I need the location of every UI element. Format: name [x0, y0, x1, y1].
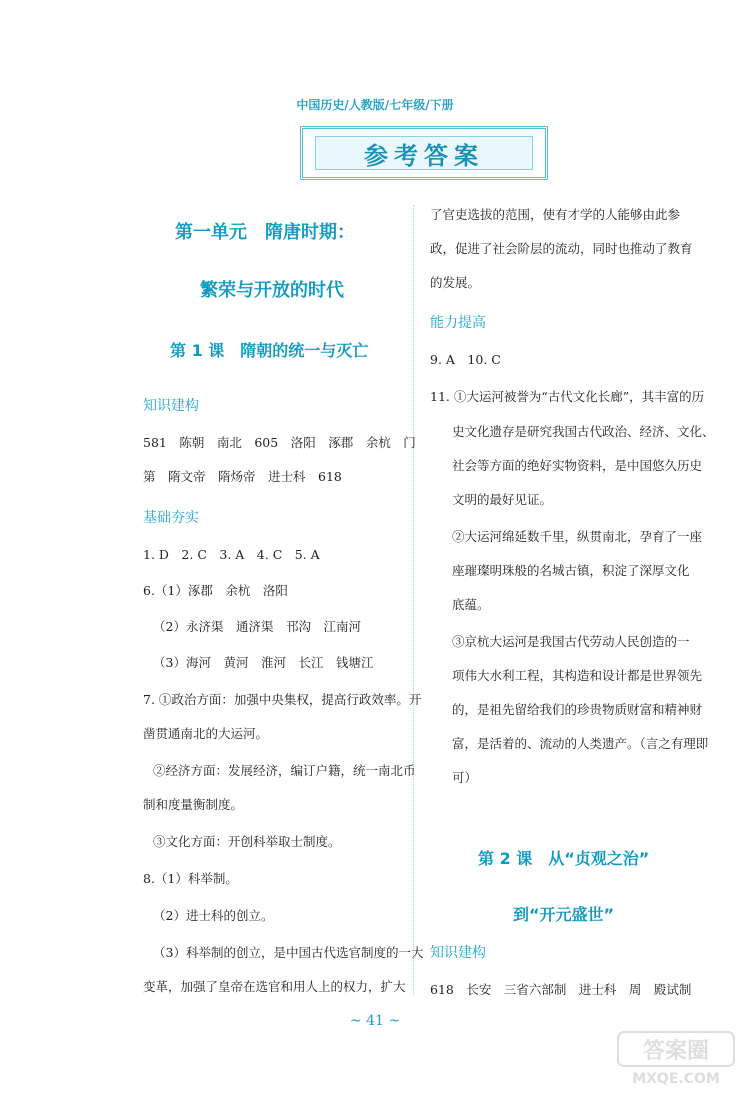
knowledge-2-line-1: 618 长安 三省六部制 进士科 周 殿试制: [430, 982, 692, 997]
answer-11-line-7: 底蕴。: [452, 597, 490, 612]
svg-text:答案圈: 答案圈: [642, 1039, 710, 1064]
answer-7-line-3: ②经济方面：发展经济，编订户籍，统一南北币: [153, 763, 416, 778]
knowledge-line-1: 581 陈朝 南北 605 洛阳 涿郡 余杭 门: [143, 435, 416, 450]
page-number: ~ 41 ~: [349, 1013, 401, 1029]
unit-title-line1: 第一单元 隋唐时期：: [175, 222, 355, 243]
section-basic: 基础夯实: [143, 510, 199, 526]
answer-11-line-9: 项伟大水利工程，其构造和设计都是世界领先: [452, 668, 703, 683]
continued-line-3: 的发展。: [430, 275, 481, 290]
answer-11-line-12: 可）: [452, 770, 478, 785]
lesson-2-title-line-1: 第 2 课 从“贞观之治”: [478, 849, 650, 868]
answer-8-2: （2）进士科的创立。: [153, 908, 274, 923]
answer-7-line-1: 7. ①政治方面：加强中央集权，提高行政效率。开: [143, 692, 422, 707]
answer-11-line-2: 史文化遗存是研究我国古代政治、经济、文化、: [452, 424, 715, 439]
answer-11-line-4: 文明的最好见证。: [452, 492, 553, 507]
unit-title-line2: 繁荣与开放的时代: [200, 280, 344, 301]
answer-11-line-10: 的，是祖先留给我们的珍贵物质财富和精神财: [452, 702, 703, 717]
answer-6-2: （2）永济渠 通济渠 邗沟 江南河: [153, 619, 361, 634]
answer-7-line-5: ③文化方面：开创科举取士制度。: [153, 834, 341, 849]
answer-11-line-11: 富，是活着的、流动的人类遗产。（言之有理即: [452, 736, 709, 751]
answer-8-1: 8.（1）科举制。: [143, 871, 238, 886]
running-header: 中国历史/人教版/七年级/下册: [296, 98, 454, 112]
lesson-2-title-line-2: 到“开元盛世”: [513, 905, 615, 924]
title-box: [300, 126, 548, 180]
continued-line-2: 政，促进了社会阶层的流动，同时也推动了教育: [430, 241, 693, 256]
answer-9-10: 9. A 10. C: [430, 352, 501, 367]
answer-11-line-1: 11. ①大运河被誉为“古代文化长廊”，其丰富的历: [430, 389, 705, 404]
section-knowledge-2: 知识建构: [430, 945, 486, 961]
answer-11-line-8: ③京杭大运河是我国古代劳动人民创造的一: [452, 634, 690, 649]
answer-7-line-2: 凿贯通南北的大运河。: [143, 726, 269, 741]
answer-6-3: （3）海河 黄河 淮河 长江 钱塘江: [153, 655, 374, 670]
answer-6: 6.（1）涿郡 余杭 洛阳: [143, 583, 288, 598]
answer-7-line-4: 制和度量衡制度。: [143, 797, 244, 812]
answer-11-line-3: 社会等方面的绝好实物资料，是中国悠久历史: [452, 458, 703, 473]
continued-line-1: 了官吏选拔的范围，使有才学的人能够由此参: [430, 207, 681, 222]
section-ability: 能力提高: [430, 315, 486, 331]
answer-8-3-line-1: （3）科举制的创立，是中国古代选官制度的一大: [153, 945, 424, 960]
answer-8-3-line-2: 变革，加强了皇帝在选官和用人上的权力，扩大: [143, 979, 406, 994]
svg-text:MXQE.COM: MXQE.COM: [632, 1071, 720, 1087]
knowledge-line-2: 第 隋文帝 隋炀帝 进士科 618: [143, 469, 342, 484]
answer-1-5: 1. D 2. C 3. A 4. C 5. A: [143, 547, 320, 562]
lesson-1-title: 第 1 课 隋朝的统一与灭亡: [170, 341, 369, 360]
column-divider: [413, 205, 414, 995]
answer-11-line-6: 座璀璨明珠般的名城古镇，积淀了深厚文化: [452, 563, 690, 578]
section-knowledge: 知识建构: [143, 398, 199, 414]
page-title: 参考答案: [364, 141, 484, 170]
watermark-logo: [616, 1030, 736, 1088]
answer-11-line-5: ②大运河绵延数千里，纵贯南北，孕育了一座: [452, 529, 703, 544]
